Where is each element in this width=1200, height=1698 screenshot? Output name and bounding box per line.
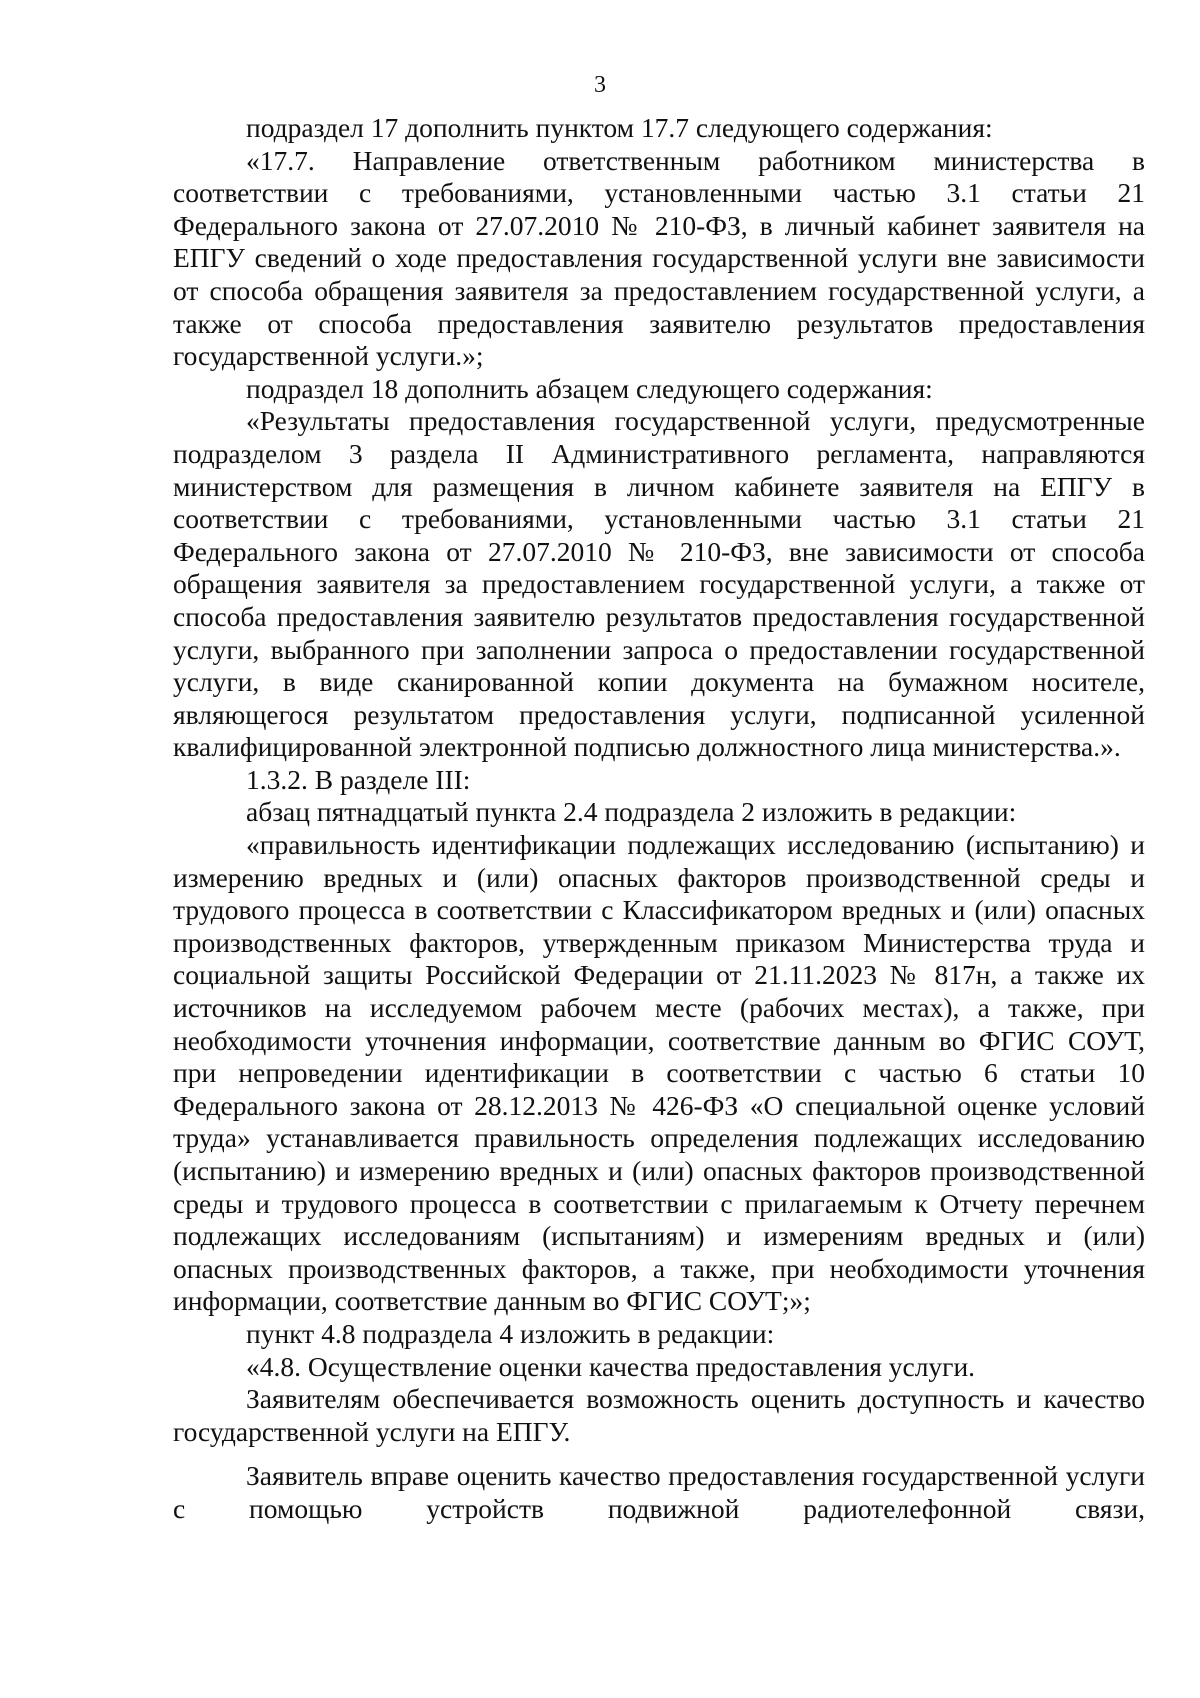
- paragraph-applicant-right: Заявитель вправе оценить качество предоставления государственной услуги с помощью устройств подвижной радиотелефонной связи,: [173, 1460, 1145, 1524]
- paragraph-applicants-evaluation: Заявителям обеспечивается возможность оценить доступность и качество государственной услуги на ЕПГУ.: [173, 1383, 1145, 1447]
- document-body: [173, 112, 1145, 1526]
- paragraph-identification-correctness: «правильность идентификации подлежащих исследованию (испытанию) и измерению вредных и (или) опасных факторов производственной среды и трудового процесса в соответствии с Классификатором вредных и (или) опасных производственных факторов, утвержденным приказом Министерства труда и социальной защиты Российской Федерации от 21.11.2023 № 817н, а также их источников на исследуемом рабочем месте (рабочих местах), а также, при необходимости уточнения информации, соответствие данным во ФГИС СОУТ, при непроведении идентификации в соответствии с частью 6 статьи 10 Федерального закона от 28.12.2013 № 426-ФЗ «О специальной оценке условий труда» устанавливается правильность определения подлежащих исследованию (испытанию) и измерению вредных и (или) опасных факторов производственной среды и трудового процесса в соответствии с прилагаемым к Отчету перечнем подлежащих исследованиям (испытаниям) и измерениям вредных и (или) опасных производственных факторов, а также, при необходимости уточнения информации, соответствие данным во ФГИС СОУТ;»;: [173, 829, 1145, 1317]
- paragraph-results-provision: «Результаты предоставления государственной услуги, предусмотренные подразделом 3 раздела II Административного регламента, направляются министерством для размещения в личном кабинете заявителя на ЕПГУ в соответствии с требованиями, установленными частью 3.1 статьи 21 Федерального закона от 27.07.2010 № 210-ФЗ, вне зависимости от способа обращения заявителя за предоставлением государственной услуги, а также от способа предоставления заявителю результатов предоставления государственной услуги, выбранного при заполнении запроса о предоставлении государственной услуги, в виде сканированной копии документа на бумажном носителе, являющегося результатом предоставления услуги, подписанной усиленной квалифицированной электронной подписью должностного лица министерства.».: [173, 405, 1145, 763]
- paragraph-subsection-18-intro: подраздел 18 дополнить абзацем следующего содержания:: [246, 372, 933, 404]
- paragraph-item-2-4-intro: абзац пятнадцатый пункта 2.4 подраздела 2 изложить в редакции:: [246, 796, 1017, 828]
- paragraph-subsection-17-intro: подраздел 17 дополнить пунктом 17.7 следующего содержания:: [246, 112, 993, 143]
- paragraph-section-3-heading: 1.3.2. В разделе III:: [246, 763, 471, 795]
- paragraph-item-4-8-intro: пункт 4.8 подраздела 4 изложить в редакции:: [246, 1317, 775, 1349]
- page-number: 3: [594, 72, 606, 98]
- paragraph-item-4-8-title: «4.8. Осуществление оценки качества предоставления услуги.: [246, 1350, 976, 1382]
- paragraph-item-17-7: «17.7. Направление ответственным работником министерства в соответствии с требованиями, установленными частью 3.1 статьи 21 Федерального закона от 27.07.2010 № 210-ФЗ, в личный кабинет заявителя на ЕПГУ сведений о ходе предоставления государственной услуги вне зависимости от способа обращения заявителя за предоставлением государственной услуги, а также от способа предоставления заявителю результатов предоставления государственной услуги.»;: [173, 144, 1145, 372]
